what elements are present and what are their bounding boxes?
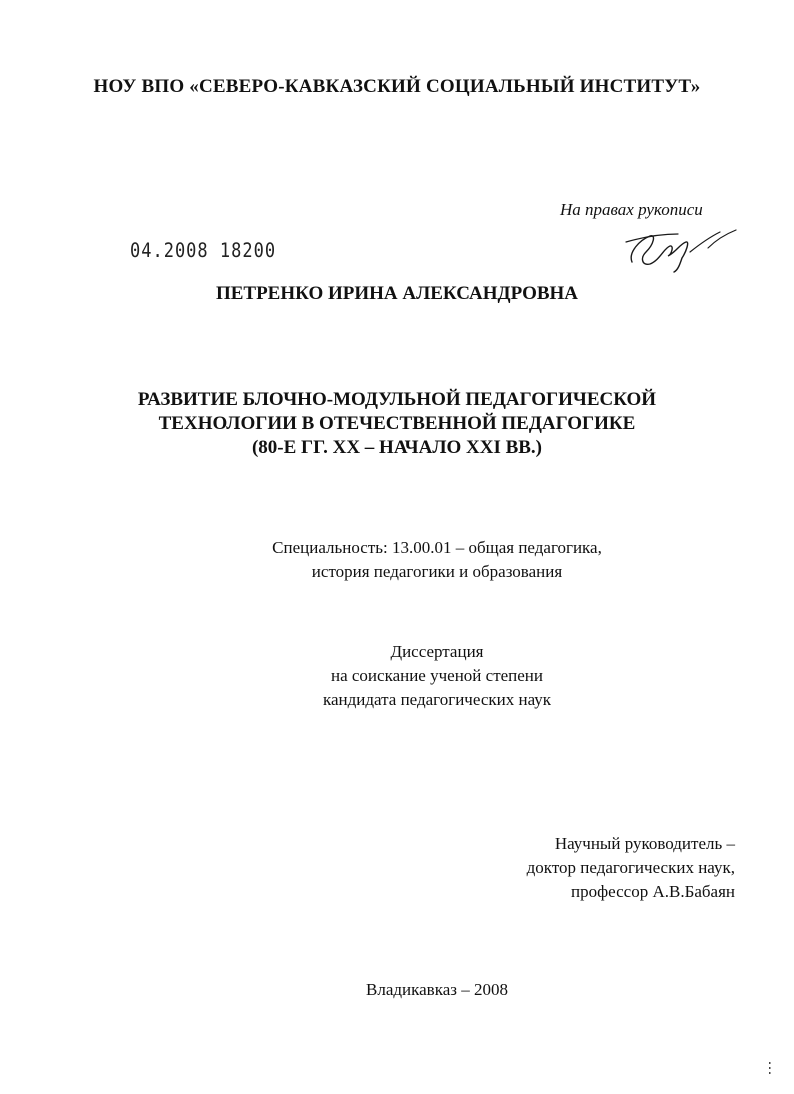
city-year: Владикавказ – 2008 xyxy=(366,980,508,999)
specialty-line-1: Специальность: 13.00.01 – общая педагогика, xyxy=(272,538,602,557)
dissertation-title xyxy=(0,388,794,460)
degree-block xyxy=(40,640,794,712)
degree-line-1: Диссертация xyxy=(390,642,484,661)
title-line-3: (80-Е ГГ. XX – НАЧАЛО XXI ВВ.) xyxy=(251,437,543,458)
title-line-2: ТЕХНОЛОГИИ В ОТЕЧЕСТВЕННОЙ ПЕДАГОГИКЕ xyxy=(158,413,636,434)
specialty-block xyxy=(40,536,794,584)
supervisor-line-1: Научный руководитель – xyxy=(554,834,735,853)
degree-line-3: кандидата педагогических наук xyxy=(322,690,552,709)
scan-mark xyxy=(768,1062,772,1076)
title-line-1: РАЗВИТИЕ БЛОЧНО-МОДУЛЬНОЙ ПЕДАГОГИЧЕСКОЙ xyxy=(137,389,657,410)
supervisor-line-2: доктор педагогических наук, xyxy=(526,858,735,877)
specialty-line-2: история педагогики и образования xyxy=(311,562,563,581)
institution-name: НОУ ВПО «СЕВЕРО-КАВКАЗСКИЙ СОЦИАЛЬНЫЙ ИНСТИТУТ» xyxy=(93,76,701,97)
degree-line-2: на соискание ученой степени xyxy=(330,666,544,685)
manuscript-note: На правах рукописи xyxy=(560,200,703,219)
handwritten-signature xyxy=(620,222,740,274)
supervisor-line-3: профессор А.В.Бабаян xyxy=(571,882,735,901)
author-name: ПЕТРЕНКО ИРИНА АЛЕКСАНДРОВНА xyxy=(215,283,579,304)
supervisor-block xyxy=(440,832,735,904)
registry-stamp-number: 04.2008 18200 xyxy=(130,239,277,263)
